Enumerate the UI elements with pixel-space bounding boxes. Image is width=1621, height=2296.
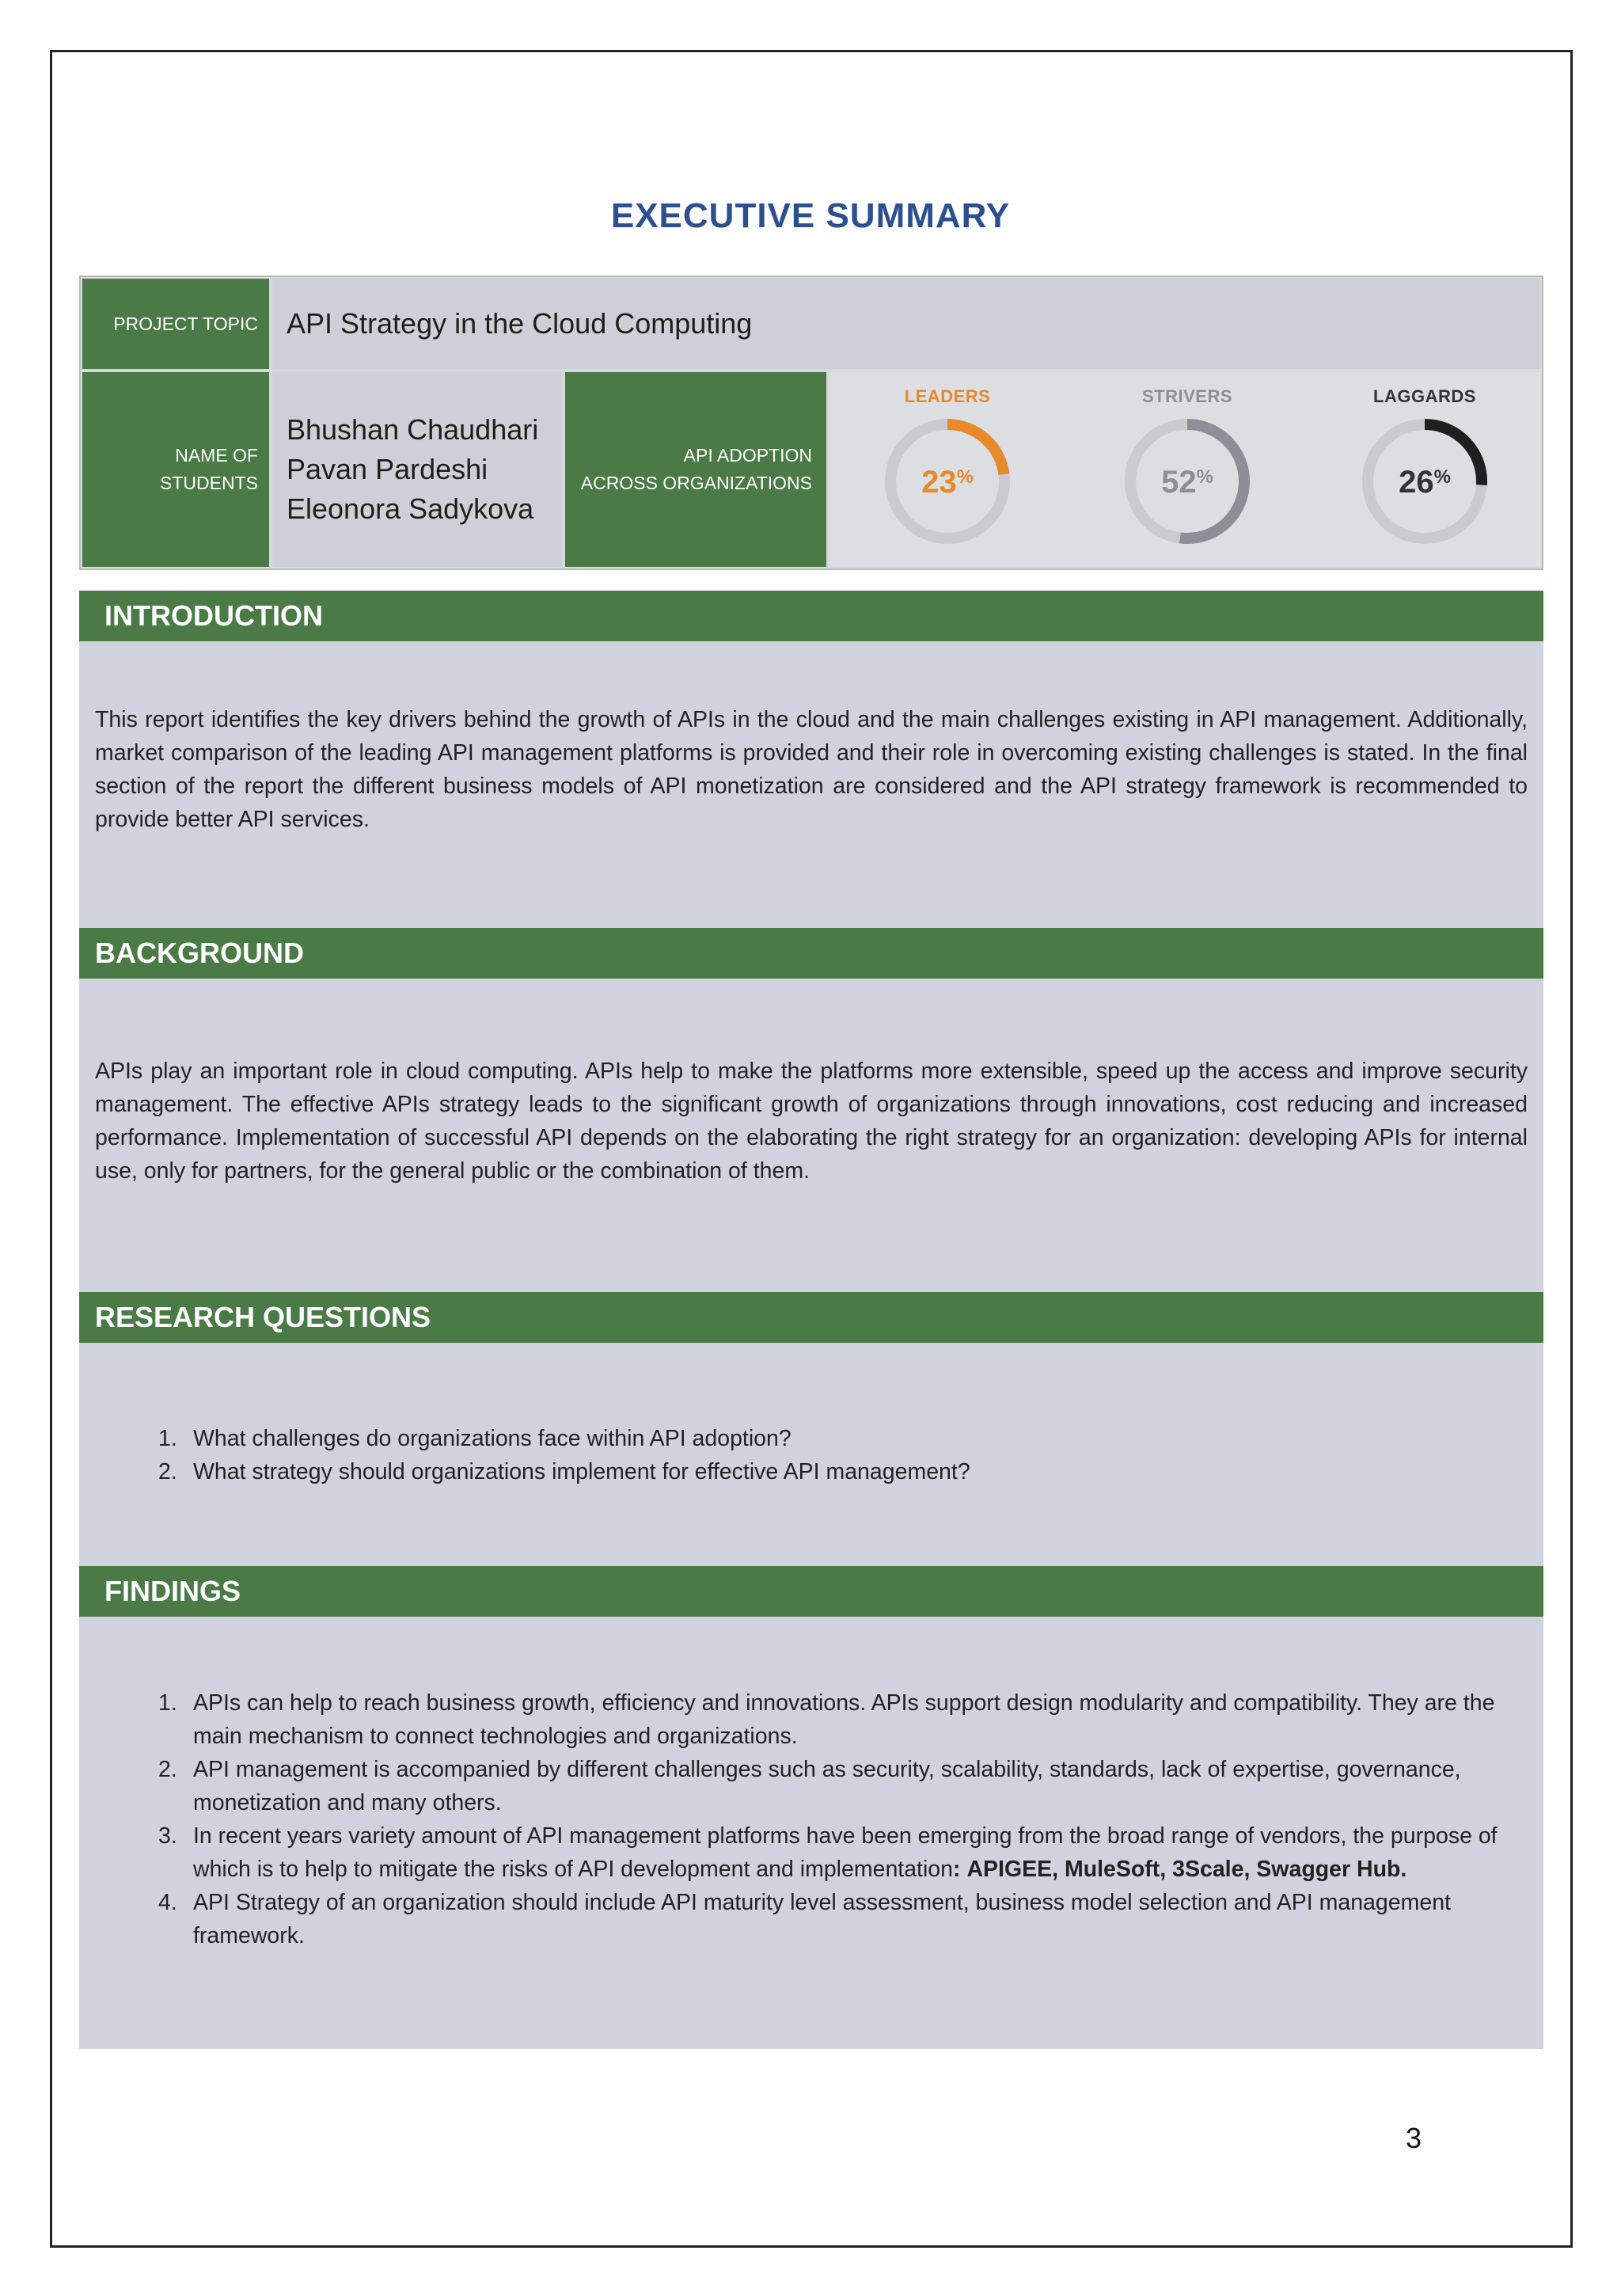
- adoption-label-cell: [565, 372, 826, 567]
- list-item: 4. API Strategy of an organization should include API maturity level assessment, business model selection and API management framework.: [158, 1890, 1451, 1948]
- research-question-text: What challenges do organizations face within API adoption?: [193, 1426, 792, 1451]
- list-item: 2. API management is accompanied by different challenges such as security, scalability, standards, lack of expertise, governance, monetization and many others.: [158, 1757, 1461, 1815]
- adoption-label-line1: API ADOPTION: [683, 445, 812, 466]
- list-item: 1. What challenges do organizations face within API adoption?: [158, 1426, 792, 1451]
- gauge-laggards: [1346, 386, 1504, 557]
- students-label-line2: STUDENTS: [160, 473, 258, 493]
- background-body: [79, 979, 1543, 1292]
- gauge-strivers: [1108, 386, 1266, 557]
- gauge-ring: [876, 410, 1019, 553]
- gauge-ring: [1353, 410, 1496, 553]
- finding-text: In recent years variety amount of API management platforms have been emerging from the broad range of vendors, the purpose of which is to help to mitigate the risks of API development and implementation: [193, 1823, 1498, 1882]
- findings-list: [95, 1686, 1528, 1952]
- research-questions-heading: RESEARCH QUESTIONS: [95, 1301, 431, 1333]
- finding-colon: :: [953, 1857, 961, 1882]
- page-title: EXECUTIVE SUMMARY: [610, 196, 1011, 235]
- gauge-label: LAGGARDS: [1373, 386, 1476, 406]
- background-heading-bar: [79, 928, 1543, 979]
- gauge-value: 26%: [1399, 465, 1451, 500]
- gauge-leaders: [868, 386, 1027, 557]
- gauge-value: 23%: [921, 465, 974, 500]
- students-label-line1: NAME OF: [175, 445, 258, 466]
- introduction-text: This report identifies the key drivers behind the growth of APIs in the cloud and the main challenges existing in API management. Additionally, market comparison of the leading API management platforms is provided and their role in overcoming existing challenges is stated. In the final section of the report the different business models of API monetization are considered and the API strategy framework is recommended to provide better API services.: [95, 707, 1528, 832]
- project-topic-label: PROJECT TOPIC: [113, 313, 258, 334]
- page-number: 3: [1406, 2122, 1422, 2154]
- research-questions-body: [79, 1343, 1543, 1566]
- background-text: APIs play an important role in cloud computing. APIs help to make the platforms more extensible, speed up the access and improve security management. The effective APIs strategy leads to the significant growth of organizations through innovations, cost reducing and increased performance. Implementation of successful API depends on the elaborating the right strategy for an organization: developing APIs for internal use, only for partners, for the general public or the combination of them.: [95, 1059, 1528, 1184]
- gauge-ring: [1116, 410, 1258, 553]
- list-item: 2. What strategy should organizations implement for effective API management?: [158, 1459, 970, 1484]
- student-name: Bhushan Chaudhari: [287, 413, 539, 446]
- project-topic-value: API Strategy in the Cloud Computing: [287, 307, 753, 340]
- findings-body: [79, 1617, 1543, 2049]
- introduction-heading: INTRODUCTION: [104, 599, 323, 632]
- finding-platforms: APIGEE, MuleSoft, 3Scale, Swagger Hub.: [966, 1857, 1407, 1882]
- students-label-cell: [82, 372, 269, 567]
- student-name: Pavan Pardeshi: [287, 453, 488, 485]
- finding-text: API Strategy of an organization should include API maturity level assessment, business model selection and API management framework.: [193, 1890, 1451, 1948]
- adoption-label-line2: ACROSS ORGANIZATIONS: [580, 473, 812, 493]
- list-item: 3. In recent years variety amount of API management platforms have been emerging from the broad range of vendors, the purpose of which is to help to mitigate the risks of API development and implementation: APIGEE, MuleSoft, 3Scale, Swagger Hub.: [158, 1823, 1498, 1882]
- finding-text: API management is accompanied by different challenges such as security, scalability, standards, lack of expertise, governance, monetization and many others.: [193, 1757, 1461, 1815]
- introduction-heading-bar: [79, 591, 1543, 641]
- finding-text: APIs can help to reach business growth, efficiency and innovations. APIs support design modularity and compatibility. They are the main mechanism to connect technologies and organizations.: [193, 1690, 1495, 1749]
- project-topic-value-cell: [272, 279, 1540, 369]
- gauge-value: 52%: [1161, 465, 1213, 500]
- students-names-cell: [272, 372, 562, 567]
- gauge-label: STRIVERS: [1141, 386, 1233, 406]
- findings-heading: FINDINGS: [104, 1575, 241, 1607]
- findings-heading-bar: [79, 1566, 1543, 1617]
- list-item: 1. APIs can help to reach business growth, efficiency and innovations. APIs support design modularity and compatibility. They are the main mechanism to connect technologies and organizations.: [158, 1690, 1495, 1749]
- project-topic-label-cell: [82, 279, 269, 369]
- research-questions-heading-bar: [79, 1292, 1543, 1343]
- background-heading: BACKGROUND: [95, 937, 304, 969]
- research-question-text: What strategy should organizations implement for effective API management?: [193, 1459, 970, 1484]
- student-name: Eleonora Sadykova: [287, 492, 534, 525]
- gauge-label: LEADERS: [904, 386, 991, 406]
- introduction-body: [79, 641, 1543, 928]
- research-questions-list: [95, 1422, 1528, 1488]
